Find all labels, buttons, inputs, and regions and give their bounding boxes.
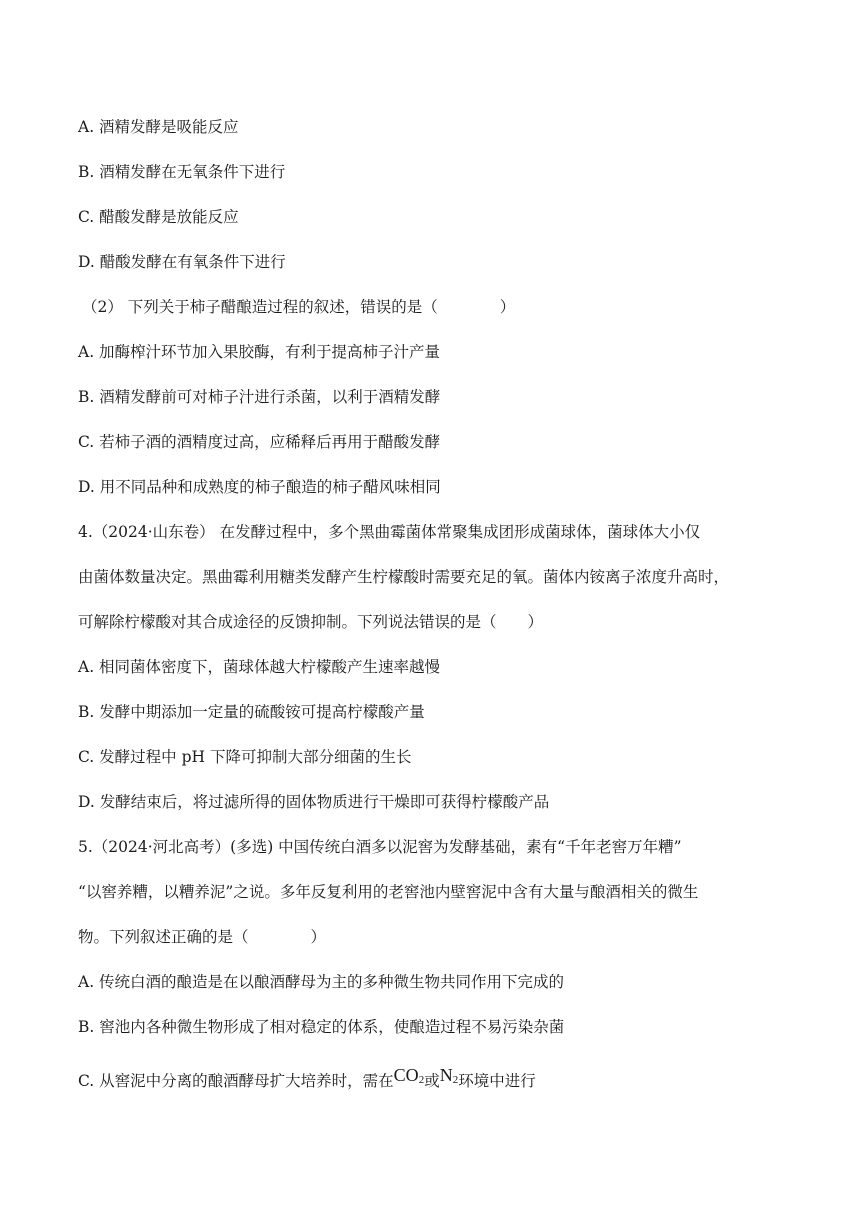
q5-option-c-or: 或 [424, 1072, 440, 1090]
co2-formula [394, 1065, 425, 1085]
q5-option-c-suffix: 环境中进行 [458, 1072, 536, 1090]
n2-text: N [439, 1065, 453, 1085]
q5-stem-line-1: 5.（2024·河北高考）(多选) 中国传统白酒多以泥窖为发酵基础，素有“千年老窖万年糟” [78, 838, 682, 856]
q3-option-d: D. 醋酸发酵在有氧条件下进行 [78, 253, 286, 271]
q3-part2-option-b: B. 酒精发酵前可对柿子汁进行杀菌，以利于酒精发酵 [78, 388, 441, 406]
q4-stem-line-2: 由菌体数量决定。黑曲霉利用糖类发酵产生柠檬酸时需要充足的氧。菌体内铵离子浓度升高时， [78, 568, 730, 586]
q3-part2-option-a: A. 加酶榨汁环节加入果胶酶，有利于提高柿子汁产量 [78, 343, 441, 361]
q4-stem-line-3: 可解除柠檬酸对其合成途径的反馈抑制。下列说法错误的是（ ） [78, 613, 544, 631]
q5-option-c [78, 1064, 790, 1092]
q5-option-a: A. 传统白酒的酿造是在以酿酒酵母为主的多种微生物共同作用下完成的 [78, 973, 565, 991]
q5-stem-line-2: “以窖养糟，以糟养泥”之说。多年反复利用的老窖池内壁窖泥中含有大量与酿酒相关的微生 [78, 883, 699, 901]
q3-option-a: A. 酒精发酵是吸能反应 [78, 118, 239, 136]
q5-option-b: B. 窖池内各种微生物形成了相对稳定的体系，使酿造过程不易污染杂菌 [78, 1018, 565, 1036]
q3-part2-option-c: C. 若柿子酒的酒精度过高，应稀释后再用于醋酸发酵 [78, 433, 441, 451]
q3-option-b: B. 酒精发酵在无氧条件下进行 [78, 163, 286, 181]
q3-part2-stem: （2） 下列关于柿子醋酿造过程的叙述，错误的是（ ） [82, 298, 516, 316]
n2-formula [440, 1065, 459, 1085]
q3-option-c: C. 醋酸发酵是放能反应 [78, 208, 239, 226]
q4-option-d: D. 发酵结束后，将过滤所得的固体物质进行干燥即可获得柠檬酸产品 [78, 793, 550, 811]
q5-option-c-prefix: C. 从窖泥中分离的酿酒酵母扩大培养时，需在 [78, 1072, 394, 1090]
q4-option-b: B. 发酵中期添加一定量的硫酸铵可提高柠檬酸产量 [78, 703, 425, 721]
q3-part2-option-d: D. 用不同品种和成熟度的柿子酿造的柿子醋风味相同 [78, 478, 441, 496]
q5-stem-line-3: 物。下列叙述正确的是（ ） [78, 928, 327, 946]
n2-subscript: 2 [452, 1074, 459, 1086]
q4-option-c: C. 发酵过程中 pH 下降可抑制大部分细菌的生长 [78, 748, 412, 766]
q4-stem-line-1: 4.（2024·山东卷） 在发酵过程中，多个黑曲霉菌体常聚集成团形成菌球体，菌球体大小仅 [78, 523, 701, 541]
co2-subscript: 2 [418, 1074, 425, 1086]
co2-text: CO [393, 1065, 419, 1085]
q4-option-a: A. 相同菌体密度下，菌球体越大柠檬酸产生速率越慢 [78, 658, 441, 676]
